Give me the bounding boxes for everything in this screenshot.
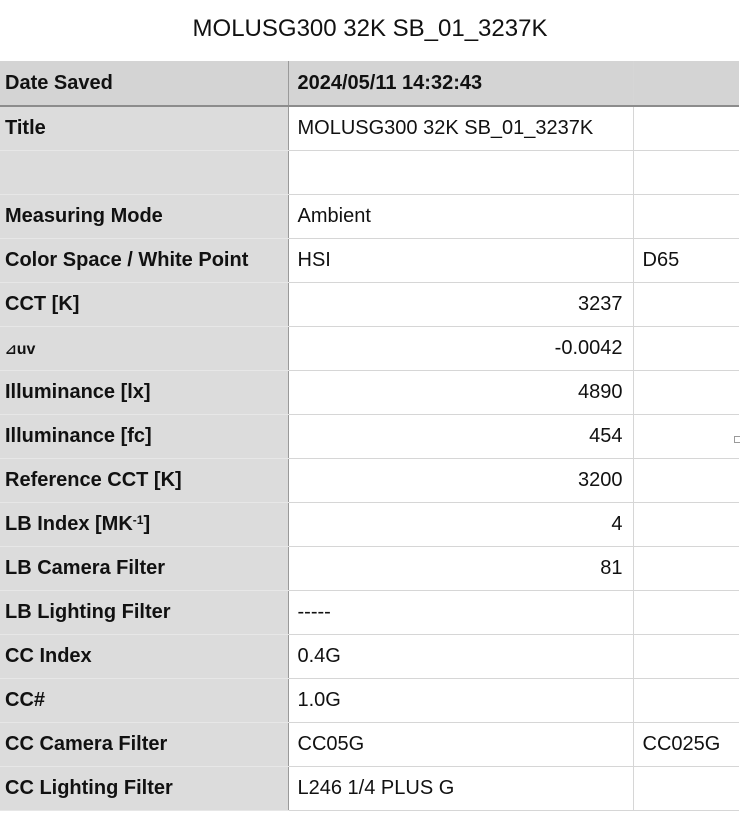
row-key-cell[interactable]: CC Lighting Filter xyxy=(0,766,288,810)
row-extra-cell[interactable] xyxy=(633,414,739,458)
table-row xyxy=(0,722,739,766)
row-value-cell[interactable]: MOLUSG300 32K SB_01_3237K xyxy=(288,106,633,150)
column-resize-handle[interactable] xyxy=(734,436,740,443)
row-key-text-end: ] xyxy=(143,512,151,535)
row-value-cell[interactable]: Ambient xyxy=(288,194,633,238)
table-row xyxy=(0,150,739,194)
row-value-cell[interactable]: 454 xyxy=(288,414,633,458)
row-extra-cell[interactable] xyxy=(633,282,739,326)
row-key-cell[interactable]: Title xyxy=(0,106,288,150)
table-row xyxy=(0,282,739,326)
table-row xyxy=(0,106,739,150)
row-value-cell[interactable]: 81 xyxy=(288,546,633,590)
row-extra-cell[interactable] xyxy=(633,678,739,722)
row-extra-cell[interactable] xyxy=(633,326,739,370)
row-extra-cell[interactable] xyxy=(633,370,739,414)
row-extra-cell[interactable]: D65 xyxy=(633,238,739,282)
row-extra-cell[interactable] xyxy=(633,502,739,546)
row-value-cell[interactable]: L246 1/4 PLUS G xyxy=(288,766,633,810)
row-key-superscript: -1 xyxy=(132,512,144,527)
table-row xyxy=(0,546,739,590)
row-value-cell[interactable]: HSI xyxy=(288,238,633,282)
row-key-cell[interactable]: Measuring Mode xyxy=(0,194,288,238)
row-key-cell[interactable]: CC# xyxy=(0,678,288,722)
row-value-cell[interactable]: 3200 xyxy=(288,458,633,502)
row-key-cell[interactable] xyxy=(0,150,288,194)
measurement-table xyxy=(0,61,739,811)
row-key-cell[interactable]: LB Lighting Filter xyxy=(0,590,288,634)
row-extra-cell[interactable] xyxy=(633,106,739,150)
table-row xyxy=(0,326,739,370)
row-value-cell[interactable]: 1.0G xyxy=(288,678,633,722)
table-row xyxy=(0,194,739,238)
row-value-cell[interactable]: -0.0042 xyxy=(288,326,633,370)
row-value-cell[interactable]: 4 xyxy=(288,502,633,546)
table-row xyxy=(0,766,739,810)
row-key-text: uv xyxy=(16,340,36,358)
header-key-cell[interactable]: Date Saved xyxy=(0,61,288,106)
row-key-cell[interactable]: Reference CCT [K] xyxy=(0,458,288,502)
table-row xyxy=(0,370,739,414)
row-key-cell[interactable] xyxy=(0,326,288,370)
row-value-cell[interactable]: 4890 xyxy=(288,370,633,414)
row-value-cell[interactable]: 0.4G xyxy=(288,634,633,678)
sheet-title: MOLUSG300 32K SB_01_3237K xyxy=(192,15,548,42)
table-row xyxy=(0,414,739,458)
table-row xyxy=(0,458,739,502)
row-value-cell[interactable] xyxy=(288,150,633,194)
table-row xyxy=(0,678,739,722)
header-extra-cell[interactable] xyxy=(633,61,739,106)
row-key-cell[interactable]: Illuminance [lx] xyxy=(0,370,288,414)
row-extra-cell[interactable] xyxy=(633,194,739,238)
delta-uv-symbol: ⊿ xyxy=(5,340,17,357)
row-key-text: LB Index [MK xyxy=(5,512,133,535)
row-key-cell[interactable]: LB Camera Filter xyxy=(0,546,288,590)
row-value-cell[interactable]: 3237 xyxy=(288,282,633,326)
table-row xyxy=(0,502,739,546)
row-extra-cell[interactable] xyxy=(633,546,739,590)
row-extra-cell[interactable] xyxy=(633,150,739,194)
row-key-cell[interactable]: CC Index xyxy=(0,634,288,678)
row-value-cell[interactable]: CC05G xyxy=(288,722,633,766)
table-row xyxy=(0,634,739,678)
row-key-cell[interactable]: Color Space / White Point xyxy=(0,238,288,282)
row-extra-cell[interactable] xyxy=(633,590,739,634)
row-key-cell[interactable] xyxy=(0,502,288,546)
row-value-cell[interactable]: ----- xyxy=(288,590,633,634)
row-key-cell[interactable]: Illuminance [fc] xyxy=(0,414,288,458)
header-value-cell[interactable]: 2024/05/11 14:32:43 xyxy=(288,61,633,106)
row-extra-cell[interactable] xyxy=(633,766,739,810)
table-row xyxy=(0,238,739,282)
row-extra-cell[interactable] xyxy=(633,634,739,678)
row-key-cell[interactable]: CC Camera Filter xyxy=(0,722,288,766)
header-row xyxy=(0,61,739,106)
table-row xyxy=(0,590,739,634)
row-extra-cell[interactable] xyxy=(633,458,739,502)
row-key-cell[interactable]: CCT [K] xyxy=(0,282,288,326)
row-extra-cell[interactable]: CC025G xyxy=(633,722,739,766)
